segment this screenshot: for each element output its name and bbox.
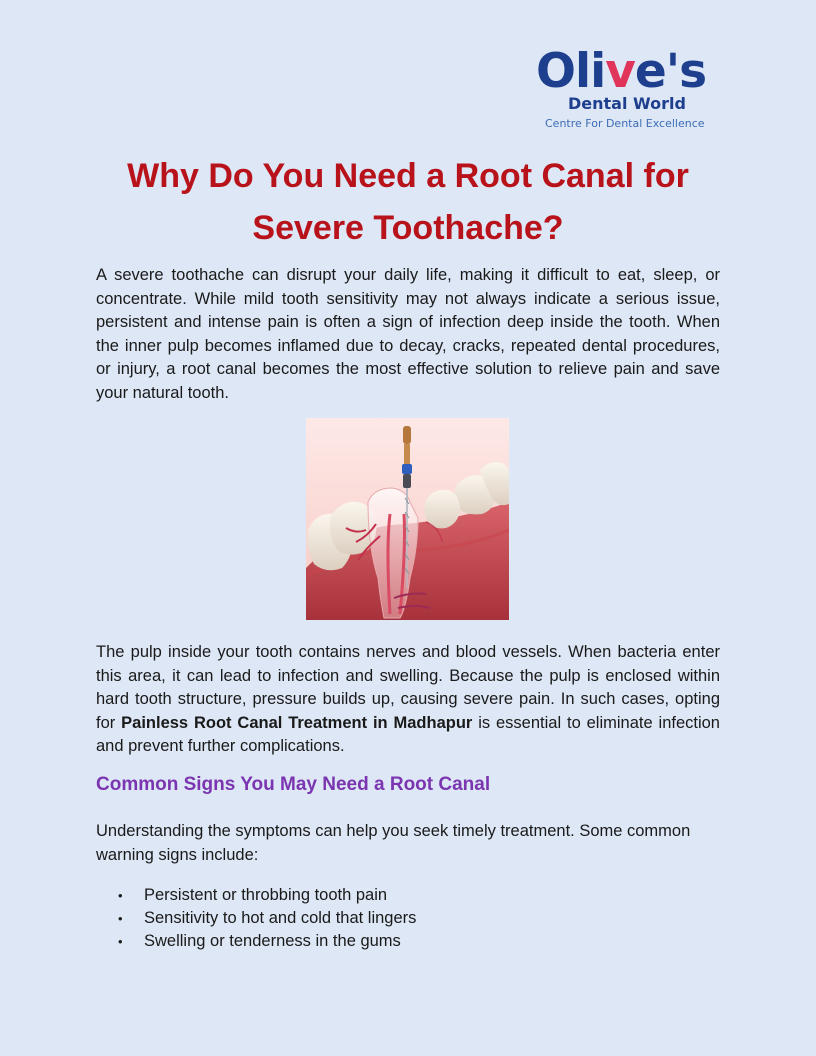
- bullet-icon: •: [118, 888, 123, 903]
- tooth-file-image: [306, 418, 509, 620]
- bullet-icon: •: [118, 934, 123, 950]
- section-heading: Common Signs You May Need a Root Canal: [96, 774, 491, 795]
- signs-intro: Understanding the symptoms can help you seek timely treatment. Some common warning signs include:: [96, 822, 691, 864]
- pulp-paragraph: [96, 641, 720, 759]
- list-item-text: Persistent or throbbing tooth pain: [144, 886, 388, 904]
- root-canal-illustration: [306, 418, 509, 620]
- logo-name-part2: e's: [634, 44, 707, 99]
- bullet-icon: •: [118, 911, 123, 927]
- logo-subtitle: Dental World: [568, 94, 686, 113]
- list-item: [96, 930, 716, 953]
- intro-paragraph: A severe toothache can disrupt your daily life, making it difficult to eat, sleep, or concentrate. While mild tooth sensitivity may not always indicate a serious issue, persistent and intense pain is often a sign of infection deep inside the tooth. When the inner pulp becomes inflamed due to decay, cracks, repeated dental procedures, or injury, a root canal becomes the most effective solution to relieve pain and save your natural tooth.: [96, 266, 720, 402]
- logo-tagline: Centre For Dental Excellence: [545, 117, 705, 130]
- list-item: [96, 884, 716, 907]
- pulp-text-after: is essential to eliminate infection and prevent further complications.: [96, 713, 720, 755]
- pulp-text-before: The pulp inside your tooth contains nerves and blood vessels. When bacteria enter this area, it can lead to infection and swelling. Because the pulp is enclosed within hard tooth structure, pressure builds up, causing severe pain. In such cases, opting for: [96, 643, 720, 732]
- logo-wordmark: [536, 44, 706, 100]
- treatment-link-text: Painless Root Canal Treatment in Madhapur: [121, 713, 473, 732]
- list-item: [96, 907, 716, 930]
- list-item-text: Swelling or tenderness in the gums: [144, 932, 401, 951]
- logo-heart-letter: v: [605, 44, 635, 99]
- logo-name-part1: Oli: [536, 44, 606, 99]
- page-title: Why Do You Need a Root Canal for Severe Toothache?: [127, 157, 689, 247]
- clinic-logo: [534, 44, 724, 134]
- signs-list: [96, 884, 716, 954]
- list-item-text: Sensitivity to hot and cold that lingers: [144, 909, 417, 928]
